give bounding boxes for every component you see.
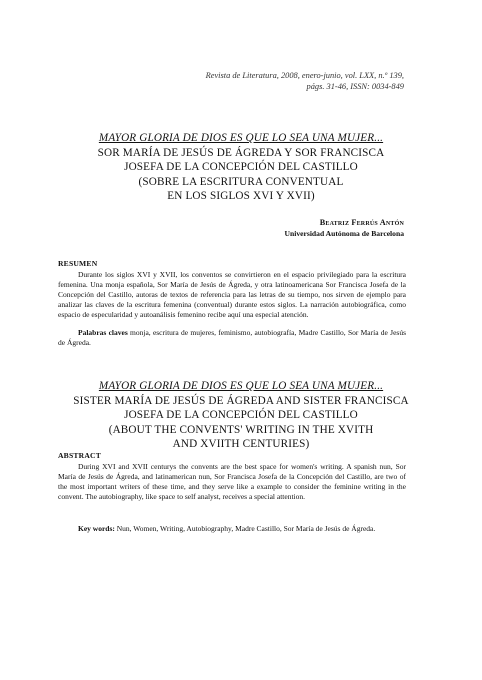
title-spanish-line: EN LOS SIGLOS XVI Y XVII) <box>167 190 315 202</box>
title-english <box>58 379 424 452</box>
title-english-line: (ABOUT THE CONVENTS' WRITING IN THE XVITH <box>108 423 374 436</box>
running-head-journal: Revista de Literatura, 2008, enero-junio, vol. LXX, n.º 139, <box>205 71 404 80</box>
running-head <box>74 70 404 92</box>
resumen-keywords <box>58 328 406 348</box>
resumen-keywords-label: Palabras claves <box>78 328 128 337</box>
running-head-pages: págs. 31-46, ISSN: 0034-849 <box>306 82 404 91</box>
title-spanish-lead: MAYOR GLORIA DE DIOS ES QUE LO SEA UNA MUJER... <box>98 132 384 144</box>
title-spanish-line: (SOBRE LA ESCRITURA CONVENTUAL <box>138 175 344 188</box>
abstract-keywords <box>58 524 406 534</box>
title-english-lead: MAYOR GLORIA DE DIOS ES QUE LO SEA UNA MUJER... <box>98 380 384 392</box>
title-spanish <box>58 131 424 204</box>
abstract-keywords-label: Key words: <box>78 524 115 533</box>
title-english-line: SISTER MARÍA DE JESÚS DE ÁGREDA AND SISTER FRANCISCA <box>73 394 409 407</box>
title-spanish-line: JOSEFA DE LA CONCEPCIÓN DEL CASTILLO <box>124 161 358 173</box>
title-english-line: AND XVIITH CENTURIES) <box>172 438 310 450</box>
author-affiliation: Universidad Autónoma de Barcelona <box>284 229 404 238</box>
title-spanish-line: SOR MARÍA DE JESÚS DE ÁGREDA Y SOR FRANCISCA <box>97 146 385 159</box>
abstract-heading: ABSTRACT <box>58 451 101 460</box>
resumen-keywords-text: monja, escritura de mujeres, feminismo, autobiografía, Madre Castillo, Sor María de Jesús de Ágreda. <box>58 328 406 347</box>
resumen-heading: RESUMEN <box>58 259 98 268</box>
author-block <box>164 217 404 239</box>
abstract-keywords-text: Nun, Women, Writing, Autobiography, Madre Castillo, Sor María de Jesús de Ágreda. <box>116 524 376 533</box>
resumen-paragraph: Durante los siglos XVI y XVII, los conventos se convirtieron en el espacio privilegiado para la escritura femenina. Una monja española, Sor María de Jesús de Ágreda, y otra latinoamericana Sor Francisca Josefa de la Concepción del Castillo, autoras de textos de referencia para las letras de su tiempo, nos sirven de ejemplo para analizar las claves de la escritura femenina (conventual) durante estos siglos. La narración autobiográfica, como espacio de especularidad y autoanálisis femenino recibe aquí una especial atención. <box>58 270 406 319</box>
title-english-line: JOSEFA DE LA CONCEPCIÓN DEL CASTILLO <box>124 409 358 421</box>
abstract-paragraph: During XVI and XVII centurys the convents are the best space for women's writing. A spanish nun, Sor María de Jesús de Ágreda, and latinamerican nun, Sor Francisca Josefa de la Concepción del Castillo, are two of the most important writers of these time, and they serve like a example to consider the feminine writing in the convent. The autobiography, like space to self analyst, receives a special attention. <box>58 462 406 501</box>
author-name: Beatriz Ferrús Antón <box>319 218 404 227</box>
